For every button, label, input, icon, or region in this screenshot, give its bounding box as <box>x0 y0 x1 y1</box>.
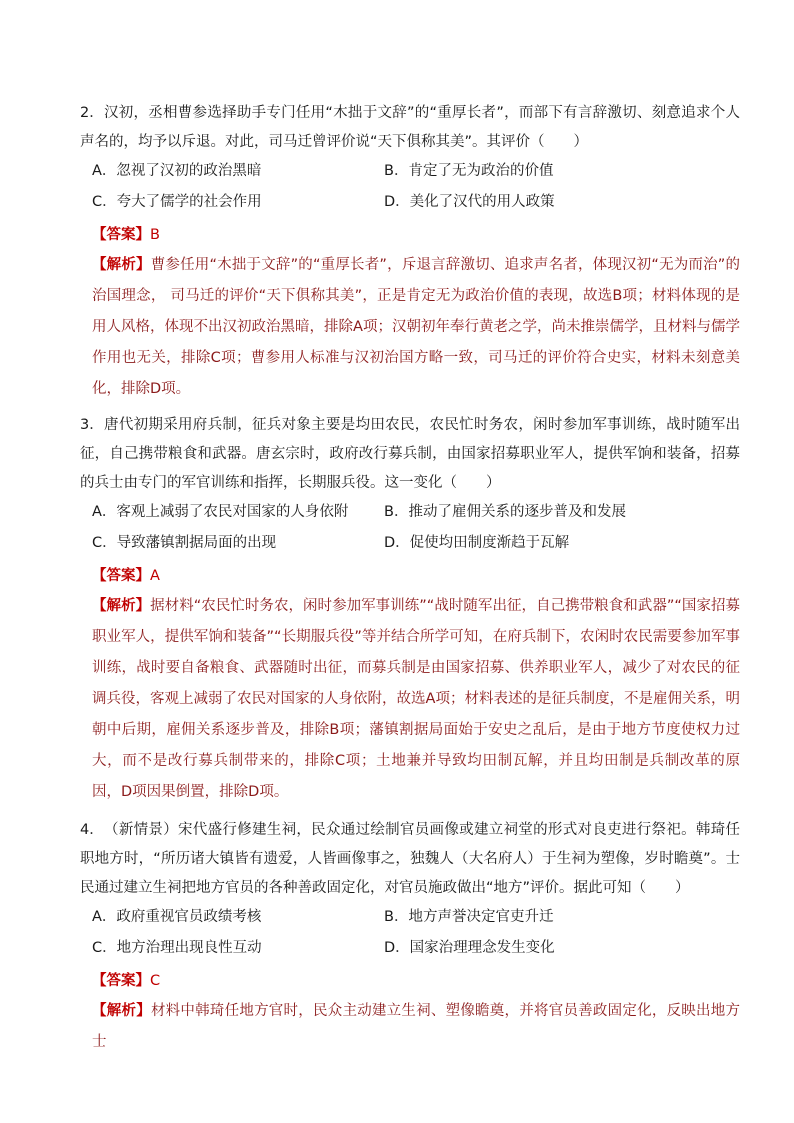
options-list <box>80 158 740 215</box>
answer-line <box>80 220 740 250</box>
question-4 <box>80 816 740 1058</box>
analysis-text: 材料中韩琦任地方官时，民众主动建立生祠、塑像瞻奠，并将官员善政固定化，反映出地方士 <box>92 1003 741 1050</box>
option-c: C．夸大了儒学的社会作用 <box>92 194 262 210</box>
question-text: 汉初，丞相曹参选择助手专门任用“木拙于文辞”的“重厚长者”，而部下有言辞激切、刻意追求个人声名的，均予以斥退。对此，司马迁曾评价说“天下俱称其美”。其评价（ ） <box>80 105 740 150</box>
answer-value: A <box>150 568 160 584</box>
question-number: 4． <box>80 822 104 838</box>
question-text: 唐代初期采用府兵制，征兵对象主要是均田农民，农民忙时务农，闲时参加军事训练，战时随军出征，自己携带粮食和武器。唐玄宗时，政府改行募兵制，由国家招募职业军人，提供军饷和装备，招募的兵士由专门的军官训练和指挥，长期服兵役。这一变化（ ） <box>80 417 740 491</box>
question-text: （新情景）宋代盛行修建生祠，民众通过绘制官员画像或建立祠堂的形式对良吏进行祭祀。韩琦任职地方时，“所历诸大镇皆有遗爱，人皆画像事之，独魏人（大名府人）于生祠为塑像，岁时瞻奠”。士民通过建立生祠把地方官员的各种善政固定化，对官员施政做出“地方”评价。据此可知（ ） <box>80 822 740 896</box>
option-a: A．政府重视官员政绩考核 <box>92 909 262 925</box>
question-stem <box>80 816 740 903</box>
analysis-label: 【解析】 <box>92 1003 151 1019</box>
option-a: A．客观上减弱了农民对国家的人身依附 <box>92 504 349 520</box>
question-number: 3． <box>80 417 104 433</box>
analysis-label: 【解析】 <box>92 257 151 273</box>
option-c: C．地方治理出现良性互动 <box>92 940 262 956</box>
option-d: D．促使均田制度渐趋于瓦解 <box>384 535 570 551</box>
analysis-block <box>80 250 740 405</box>
analysis-text: 据材料“农民忙时务农，闲时参加军事训练”“战时随军出征，自己携带粮食和武器”“国家招募职业军人，提供军饷和装备”“长期服兵役”等并结合所学可知，在府兵制下，农闲时农民需要参加军事训练，战时要自备粮食、武器随时出征，而募兵制是由国家招募、供养职业军人，减少了对农民的征调兵役，客观上减弱了农民对国家的人身依附，故选A项；材料表述的是征兵制度，不是雇佣关系，明朝中后期，雇佣关系逐步普及，排除B项；藩镇割据局面始于安史之乱后，是由于地方节度使权力过大，而不是改行募兵制带来的，排除C项；土地兼并导致均田制瓦解，并且均田制是兵制改革的原因，D项因果倒置，排除D项。 <box>92 598 741 800</box>
option-c: C．导致藩镇割据局面的出现 <box>92 535 277 551</box>
analysis-block <box>80 591 740 808</box>
analysis-text: 曹参任用“木拙于文辞”的“重厚长者”，斥退言辞激切、追求声名者，体现汉初“无为而治”的治国理念， 司马迁的评价“天下俱称其美”，正是肯定无为政治价值的表现，故选B项；材料体现的是用人风格，体现不出汉初政治黑暗，排除A项；汉朝初年奉行黄老之学，尚未推崇儒学，且材料与儒学作用也无关，排除C项；曹参用人标准与汉初治国方略一致，司马迁的评价符合史实，材料未刻意美化，排除D项。 <box>92 257 740 397</box>
option-a: A．忽视了汉初的政治黑暗 <box>92 163 262 179</box>
question-3 <box>80 411 740 808</box>
answer-line <box>80 966 740 996</box>
option-d: D．美化了汉代的用人政策 <box>384 194 555 210</box>
answer-label: 【答案】 <box>92 568 150 584</box>
question-stem <box>80 411 740 498</box>
option-d: D．国家治理理念发生变化 <box>384 940 555 956</box>
options-list <box>80 904 740 961</box>
answer-label: 【答案】 <box>92 973 150 989</box>
option-b: B．推动了雇佣关系的逐步普及和发展 <box>384 504 626 520</box>
answer-label: 【答案】 <box>92 227 150 243</box>
options-list <box>80 499 740 556</box>
option-b: B．肯定了无为政治的价值 <box>384 163 554 179</box>
question-stem <box>80 99 740 157</box>
option-b: B．地方声誉决定官吏升迁 <box>384 909 554 925</box>
analysis-label: 【解析】 <box>92 598 151 614</box>
question-number: 2． <box>80 105 104 121</box>
analysis-block <box>80 996 740 1058</box>
answer-line <box>80 561 740 591</box>
question-2 <box>80 99 740 405</box>
answer-value: C <box>150 973 161 989</box>
answer-value: B <box>150 227 160 243</box>
